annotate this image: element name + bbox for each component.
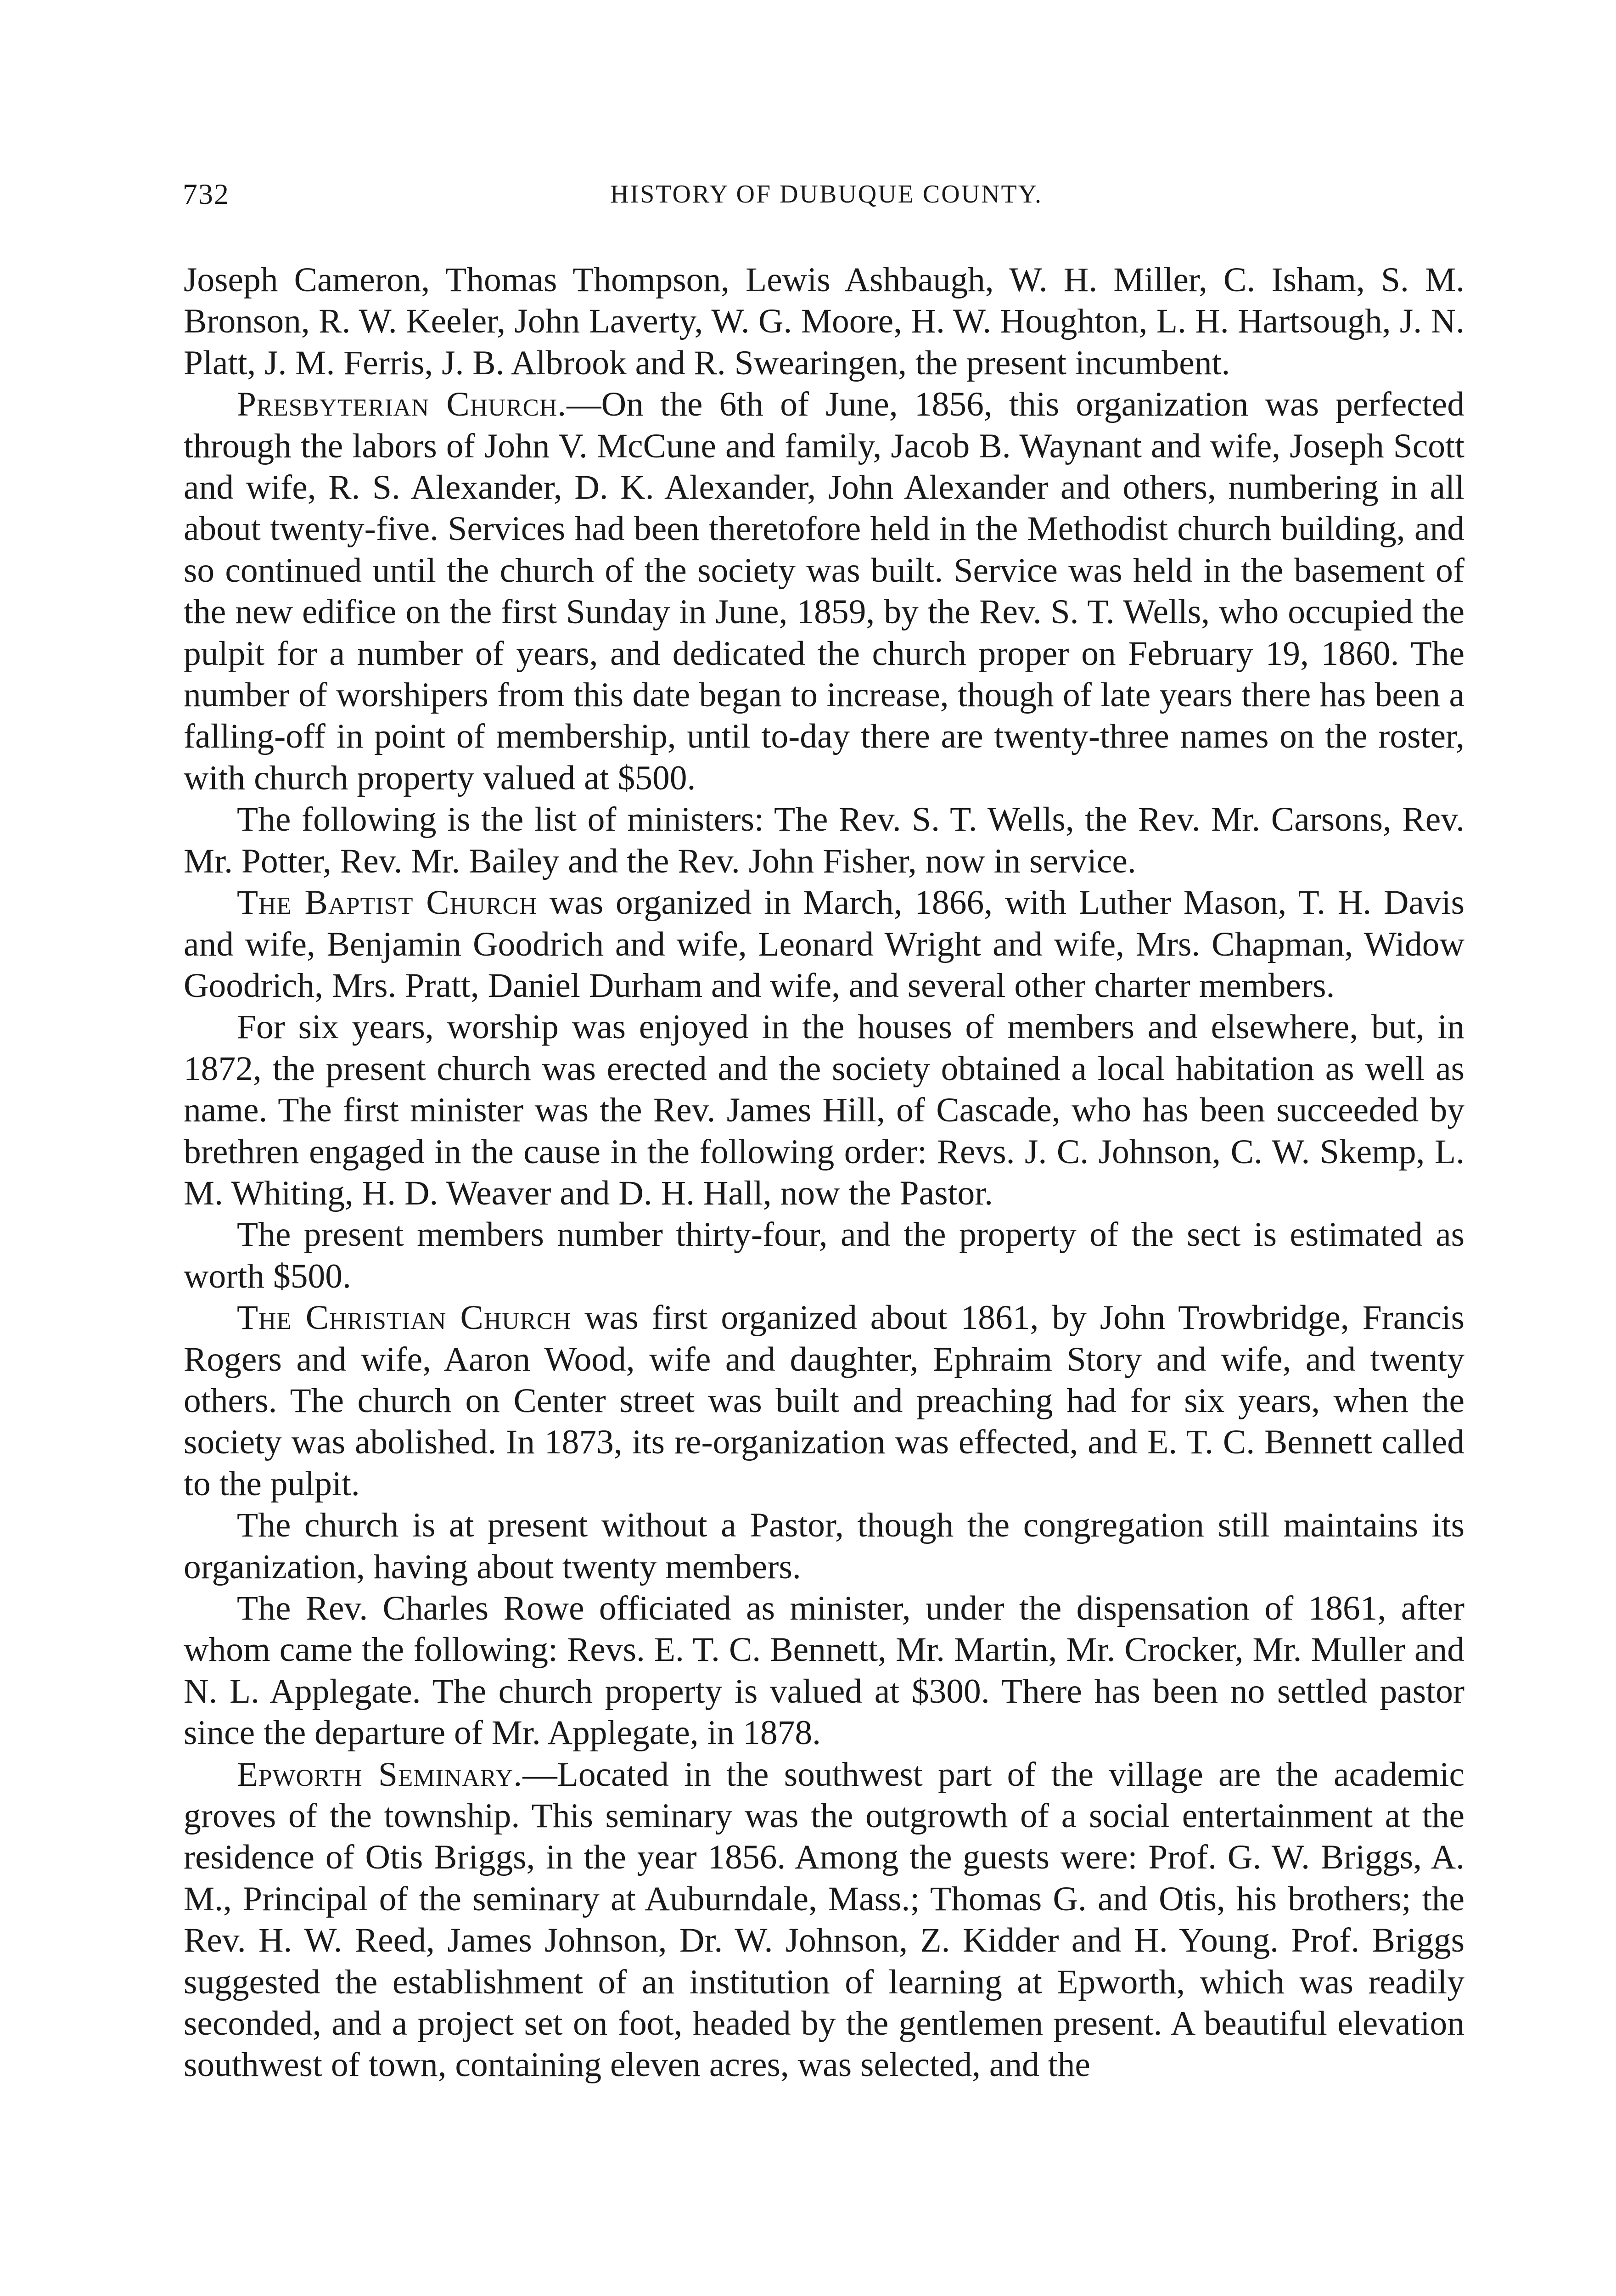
paragraph-epworth-seminary (184, 1754, 1464, 2086)
paragraph-text: The church is at present without a Pastor, though the congregation still maintains its organization, having about twenty members. (184, 1506, 1464, 1586)
paragraph-text: The present members number thirty-four, and the property of the sect is estimated as worth $500. (184, 1216, 1464, 1295)
page-number: 732 (183, 178, 230, 210)
paragraph-text: The following is the list of ministers: The Rev. S. T. Wells, the Rev. Mr. Carsons, Rev. Mr. Potter, Rev. Mr. Bailey and the Rev. John Fisher, now in service. (184, 800, 1464, 880)
paragraph-presbyterian-ministers (184, 799, 1464, 882)
section-heading-baptist: The Baptist Church (237, 884, 538, 922)
section-heading-presbyterian: Presbyterian Church. (237, 385, 567, 424)
paragraph-baptist-members (184, 1214, 1464, 1297)
running-head (0, 174, 1616, 215)
paragraph-text: The Rev. Charles Rowe officiated as minister, under the dispensation of 1861, after whom came the following: Revs. E. T. C. Bennett, Mr. Martin, Mr. Crocker, Mr. Muller and N. L. Applegate. The church property is valued at $300. There has been no settled pastor since the departure of Mr. Applegate, in 1878. (184, 1589, 1464, 1752)
paragraph-baptist-history (184, 1007, 1464, 1214)
paragraph-christian-ministers (184, 1588, 1464, 1754)
section-heading-epworth: Epworth Seminary. (237, 1755, 523, 1794)
paragraph-christian-church (184, 1297, 1464, 1505)
paragraph-text: —On the 6th of June, 1856, this organization was perfected through the labors of John V. McCune and family, Jacob B. Waynant and wife, Joseph Scott and wife, R. S. Alexander, D. K. Alexander, John Alexander and others, numbering in all about twenty-five. Services had been theretofore held in the Methodist church building, and so continued until the church of the society was built. Service was held in the basement of the new edifice on the first Sunday in June, 1859, by the Rev. S. T. Wells, who occupied the pulpit for a number of years, and dedicated the church proper on February 19, 1860. The number of worshipers from this date began to increase, though of late years there has been a falling-off in point of membership, until to-day there are twenty-three names on the roster, with church property valued at $500. (184, 385, 1465, 797)
running-title: HISTORY OF DUBUQUE COUNTY. (610, 180, 1043, 208)
paragraph-christian-present (184, 1505, 1464, 1588)
paragraph-text: For six years, worship was enjoyed in the houses of members and elsewhere, but, in 1872, the present church was erected and the society obtained a local habitation as well as name. The first minister was the Rev. James Hill, of Cascade, who has been succeeded by brethren engaged in the cause in the following order: Revs. J. C. Johnson, C. W. Skemp, L. M. Whiting, H. D. Weaver and D. H. Hall, now the Pastor. (184, 1008, 1464, 1212)
paragraph-baptist-church (184, 882, 1464, 1007)
paragraph-text: was organized in March, 1866, with Luther Mason, T. H. Davis and wife, Benjamin Goodrich and wife, Leonard Wright and wife, Mrs. Chapman, Widow Goodrich, Mrs. Pratt, Daniel Durham and wife, and several other charter members. (184, 884, 1464, 1005)
body-text (184, 259, 1464, 2086)
paragraph-methodist-ministers (184, 259, 1464, 384)
paragraph-text: was first organized about 1861, by John Trowbridge, Francis Rogers and wife, Aaron Wood, wife and daughter, Ephraim Story and wife, and twenty others. The church on Center street was built and preaching had for six years, when the society was abolished. In 1873, its re-organization was effected, and E. T. C. Bennett called to the pulpit. (184, 1299, 1465, 1503)
paragraph-text: Joseph Cameron, Thomas Thompson, Lewis Ashbaugh, W. H. Miller, C. Isham, S. M. Bronson, R. W. Keeler, John Laverty, W. G. Moore, H. W. Houghton, L. H. Hartsough, J. N. Platt, J. M. Ferris, J. B. Albrook and R. Swearingen, the present incumbent. (184, 261, 1464, 382)
paragraph-presbyterian-church (184, 384, 1464, 799)
paragraph-text: —Located in the southwest part of the village are the academic groves of the township. This seminary was the outgrowth of a social entertainment at the residence of Otis Briggs, in the year 1856. Among the guests were: Prof. G. W. Briggs, A. M., Principal of the seminary at Auburndale, Mass.; Thomas G. and Otis, his brothers; the Rev. H. W. Reed, James Johnson, Dr. W. Johnson, Z. Kidder and H. Young. Prof. Briggs suggested the establishment of an institution of learning at Epworth, which was readily seconded, and a project set on foot, headed by the gentlemen present. A beautiful elevation southwest of town, containing eleven acres, was selected, and the (184, 1755, 1465, 2084)
section-heading-christian: The Christian Church (237, 1299, 572, 1337)
